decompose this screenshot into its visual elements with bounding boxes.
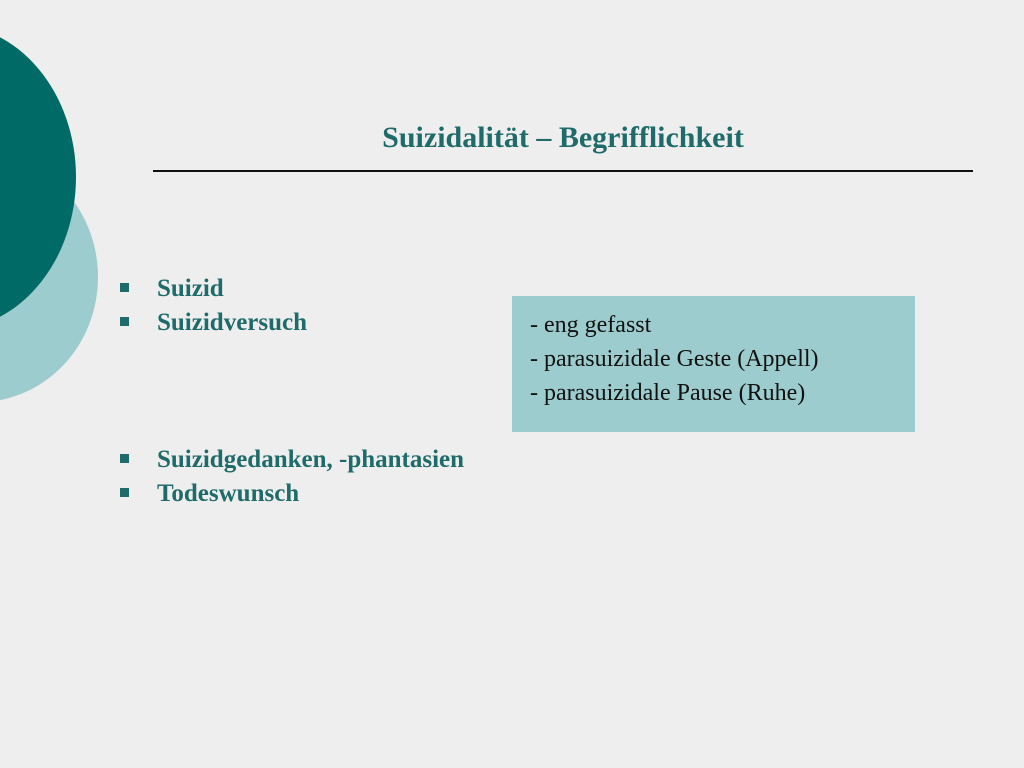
suicide-attempt-definition-box	[512, 296, 915, 432]
square-bullet-icon	[120, 454, 129, 463]
info-line: - eng gefasst	[530, 312, 652, 338]
list-item-label: Todeswunsch	[157, 480, 300, 507]
list-item	[120, 443, 464, 477]
info-line: - parasuizidale Geste (Appell)	[530, 346, 819, 372]
list-item-label: Suizid	[157, 275, 224, 302]
bullet-list-secondary	[120, 443, 464, 511]
list-item	[120, 272, 307, 306]
list-item	[120, 477, 464, 511]
bullet-list-primary	[120, 272, 307, 340]
slide-title: Suizidalität – Begrifflichkeit	[382, 121, 744, 154]
square-bullet-icon	[120, 317, 129, 326]
square-bullet-icon	[120, 283, 129, 292]
list-item	[120, 306, 307, 340]
list-item-label: Suizidgedanken, -phantasien	[157, 446, 465, 473]
title-underline	[153, 170, 973, 172]
info-line: - parasuizidale Pause (Ruhe)	[530, 380, 806, 406]
list-item-label: Suizidversuch	[157, 309, 308, 336]
square-bullet-icon	[120, 488, 129, 497]
